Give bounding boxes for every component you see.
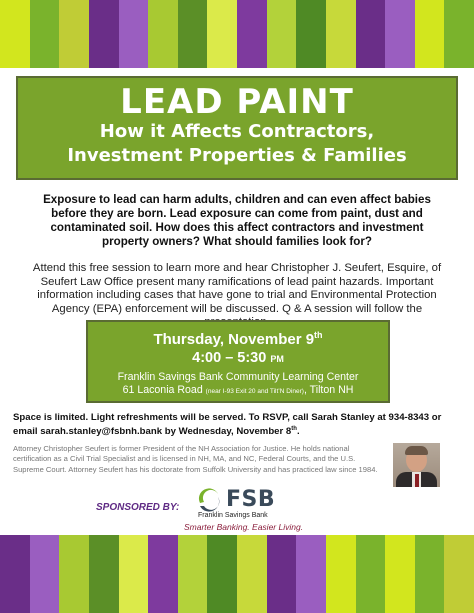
event-date-text: Thursday, November 9 — [153, 331, 315, 348]
event-details-box — [86, 320, 390, 403]
stripe-tile — [415, 535, 445, 613]
stripe-tile — [178, 0, 208, 68]
stripe-tile — [356, 0, 386, 68]
stripe-tile — [385, 0, 415, 68]
stripe-tile — [237, 0, 267, 68]
stripe-tile — [148, 0, 178, 68]
event-time-suffix: PM — [270, 354, 284, 364]
stripe-tile — [267, 0, 297, 68]
event-date-suffix: th — [314, 330, 323, 340]
bottom-color-stripe — [0, 535, 474, 613]
stripe-tile — [30, 0, 60, 68]
bank-tagline: Smarter Banking. Easier Living. — [184, 522, 304, 532]
speaker-bio: Attorney Christopher Seufert is former President of the NH Association for Justice. He holds national certification as a Civil Trial Specialist and is licensed in NH, MA, and NC, Federal Courts, and the U.S. Supreme Court. Attorney Seufert has his doctorate from Suffolk University and has practiced law since 1984. — [13, 444, 378, 474]
stripe-tile — [326, 0, 356, 68]
stripe-tile — [444, 0, 474, 68]
event-date — [88, 326, 388, 349]
stripe-tile — [326, 535, 356, 613]
rsvp-text — [13, 412, 463, 437]
rsvp-suffix: th — [291, 425, 297, 432]
event-address-end: , Tilton NH — [303, 384, 354, 396]
event-address — [88, 384, 388, 398]
stripe-tile — [59, 0, 89, 68]
stripe-tile — [237, 535, 267, 613]
event-address-note: (near I-93 Exit 20 and Tilt’N Diner) — [205, 388, 304, 395]
bank-name: Franklin Savings Bank — [198, 512, 268, 519]
stripe-tile — [178, 535, 208, 613]
stripe-tile — [207, 535, 237, 613]
stripe-tile — [0, 535, 30, 613]
event-time-text: 4:00 – 5:30 — [192, 350, 267, 366]
subtitle-line-2: Investment Properties & Families — [67, 145, 407, 166]
stripe-tile — [59, 535, 89, 613]
event-venue: Franklin Savings Bank Community Learning Center — [117, 371, 359, 383]
stripe-tile — [0, 0, 30, 68]
stripe-tile — [415, 0, 445, 68]
rsvp-end: . — [296, 425, 300, 437]
top-color-stripe — [0, 0, 474, 68]
stripe-tile — [89, 0, 119, 68]
stripe-tile — [89, 535, 119, 613]
intro-paragraph: Exposure to lead can harm adults, children and can even affect babies before they are born. Lead exposure can come from paint, dust and contaminated soil. How does this affect contractors and investment property owners? What should families look for? — [43, 193, 431, 248]
rsvp-body: Space is limited. Light refreshments will be served. To RSVP, call Sarah Stanley at 934-8343 or email sarah.stanley@fsbnh.bank by Wednesday, November 8 — [13, 412, 442, 437]
stripe-tile — [119, 535, 149, 613]
fsb-logo-text: FSB — [226, 487, 276, 512]
sponsored-by-label: SPONSORED BY: — [96, 502, 180, 513]
stripe-tile — [444, 535, 474, 613]
fsb-logo — [190, 487, 300, 513]
page-title: LEAD PAINT — [120, 82, 354, 122]
stripe-tile — [207, 0, 237, 68]
event-address-start: 61 Laconia Road — [122, 384, 203, 396]
stripe-tile — [356, 535, 386, 613]
speaker-photo — [393, 443, 440, 487]
stripe-tile — [119, 0, 149, 68]
description-paragraph: Attend this free session to learn more and hear Christopher J. Seufert, Esquire, of Seufert Law Office present many ramifications of lead paint hazards. Important information including cases that have gone to trial and Environmental Protection Agency (EPA) enforcement will be discussed. Q & A session will follow the — [32, 262, 442, 315]
subtitle-line-1: How it Affects Contractors, — [99, 121, 375, 142]
stripe-tile — [148, 535, 178, 613]
stripe-tile — [296, 0, 326, 68]
stripe-tile — [30, 535, 60, 613]
fsb-swoosh-icon — [197, 488, 221, 512]
stripe-tile — [296, 535, 326, 613]
stripe-tile — [385, 535, 415, 613]
event-time — [88, 349, 388, 368]
title-banner — [16, 76, 458, 180]
stripe-tile — [267, 535, 297, 613]
